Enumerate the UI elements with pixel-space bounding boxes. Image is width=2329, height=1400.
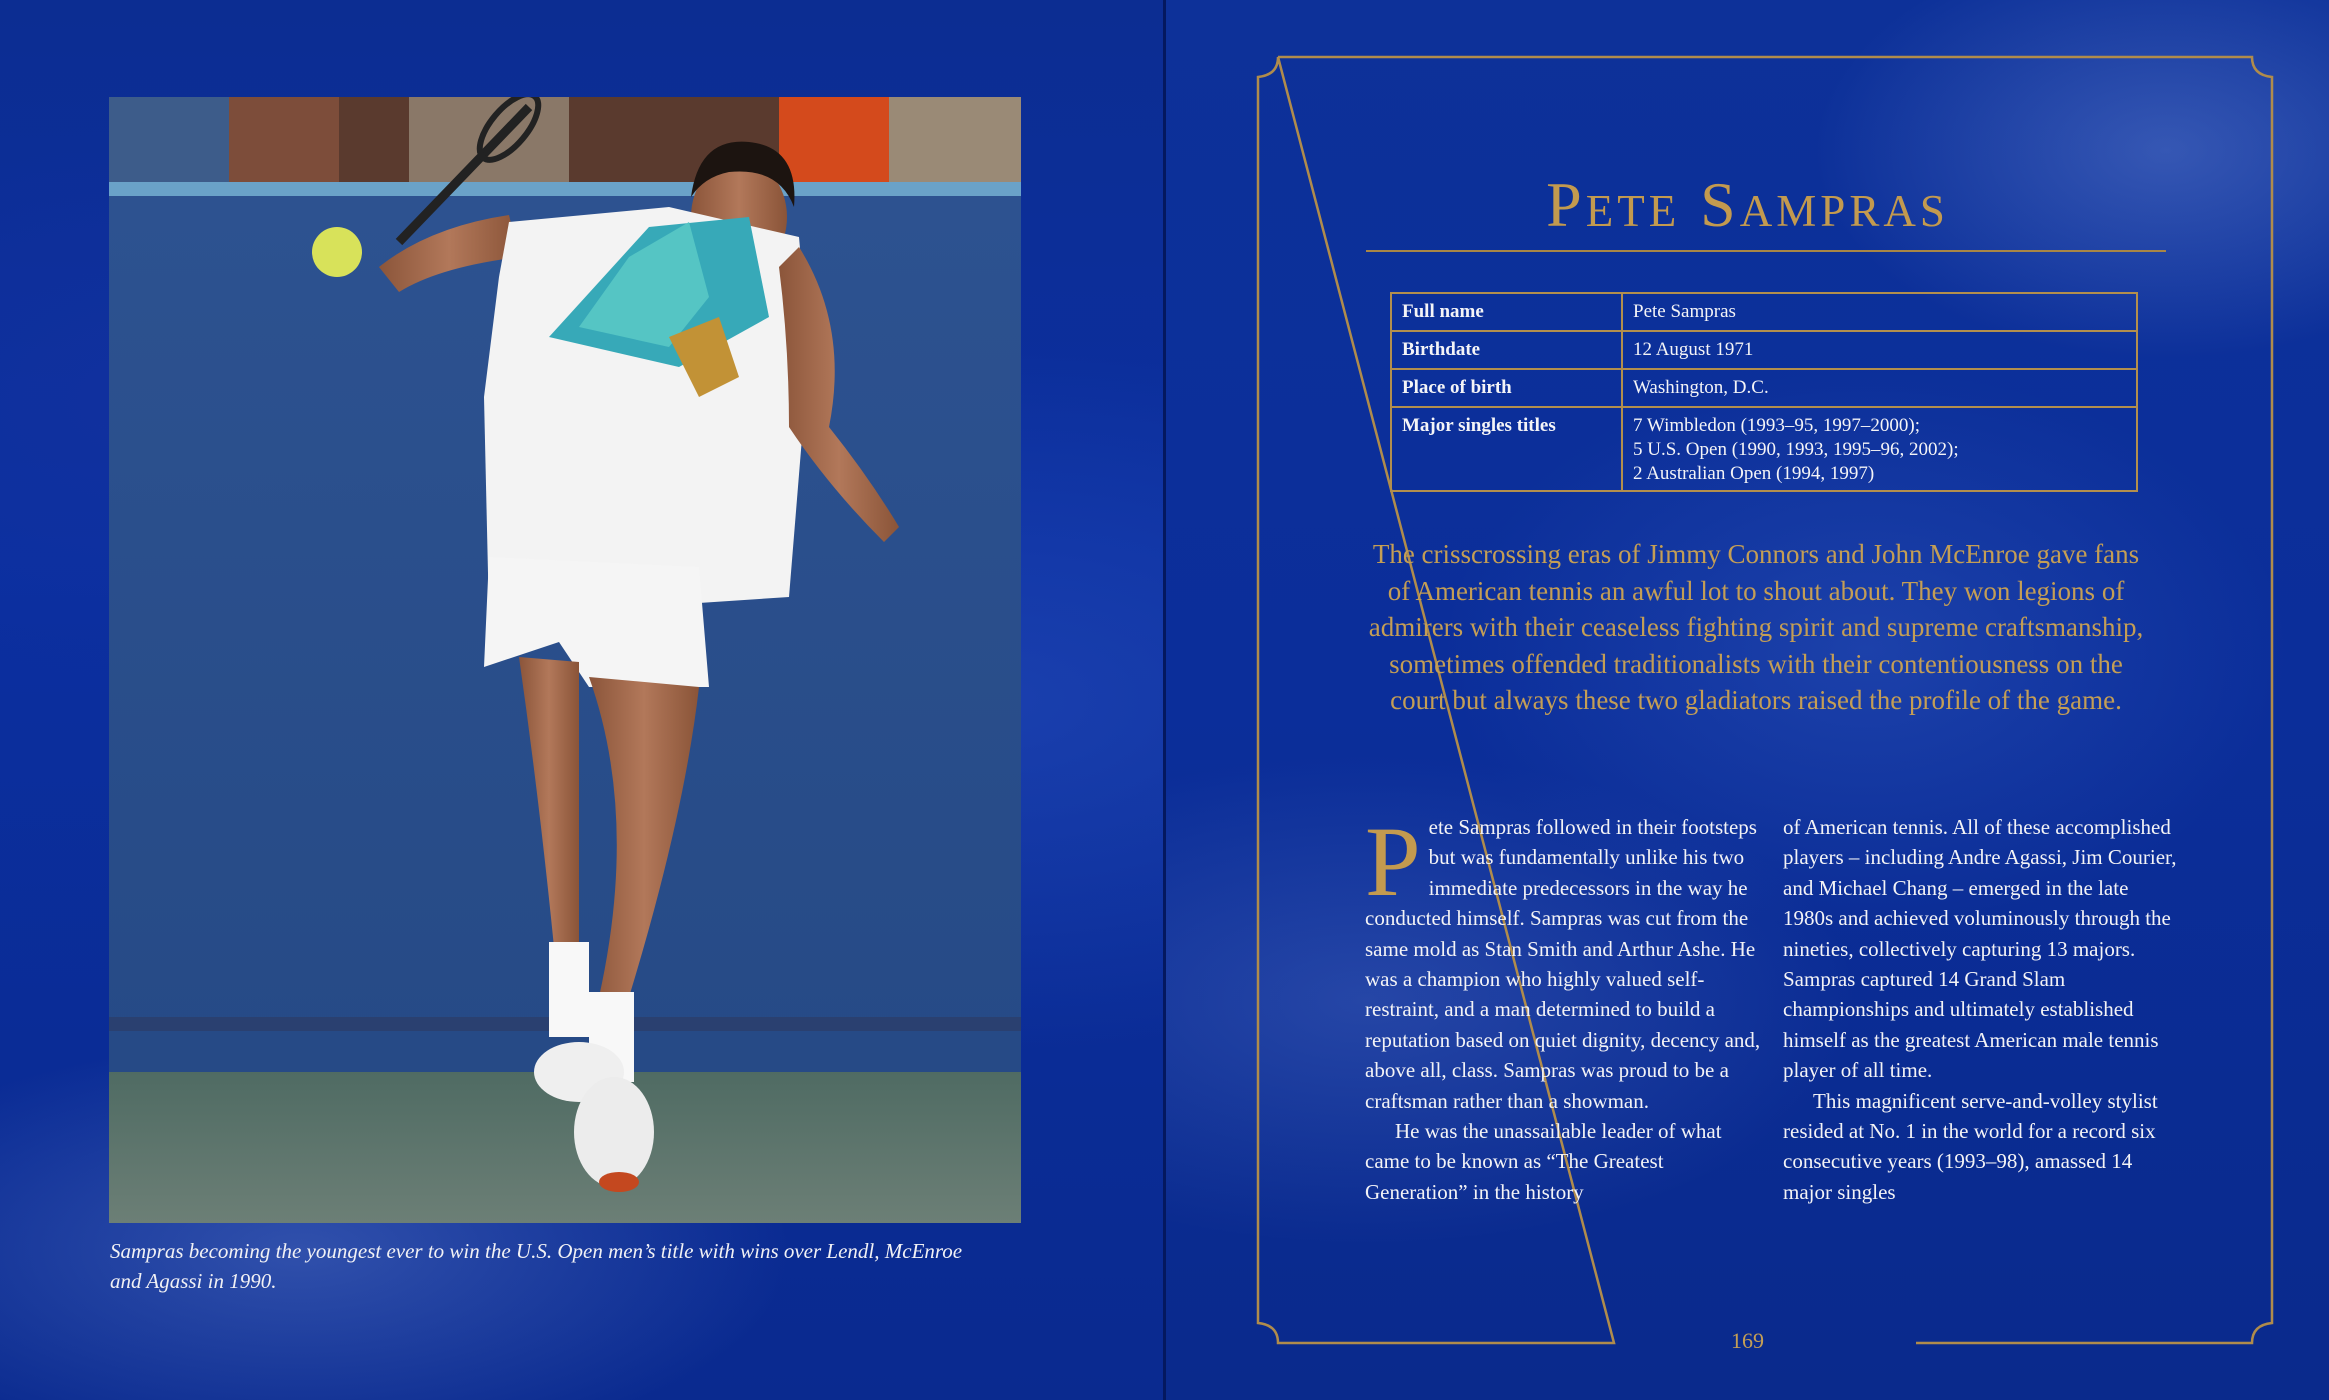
page-title: Pete Sampras — [1546, 169, 1949, 240]
table-row — [1391, 369, 2137, 407]
body-paragraph: of American tennis. All of these accomplished players – including Andre Agassi, Jim Courier, and Michael Chang – emerged in the late 1980s and achieved voluminously through the nineties, collectively capturing 13 majors. Sampras captured 14 Grand Slam championships and ultimately established himself as the greatest American male tennis player of all time. — [1783, 815, 2177, 1083]
facts-table — [1390, 292, 2138, 492]
body-paragraph: This magnificent serve-and-volley stylist resided at No. 1 in the world for a record six consecutive years (1993–98), amassed 14 major singles — [1783, 1088, 2158, 1204]
body-paragraph: He was the unassailable leader of what came to be known as “The Greatest Generation” in the history — [1365, 1119, 1722, 1204]
body-column-2 — [1783, 812, 2183, 1207]
page-number: 169 — [1731, 1328, 1764, 1353]
fact-key: Full name — [1391, 293, 1622, 331]
body-text: ete Sampras followed in their footsteps but was fundamentally unlike his two immediate predecessors in the way he conducted himself. Sampras was cut from the same mold as Stan Smith and Arthur Ashe. He was a champion who highly valued self-restraint, and a man determined to build a reputation based on quiet dignity, decency and, above all, class. Sampras was proud to be a craftsman rather than a showman. — [1365, 815, 1761, 1113]
fact-value: 12 August 1971 — [1622, 331, 2137, 369]
right-page — [1166, 0, 2329, 1400]
player-photo — [109, 97, 1021, 1223]
table-row — [1391, 293, 2137, 331]
drop-cap: P — [1365, 806, 1421, 917]
fact-key: Birthdate — [1391, 331, 1622, 369]
title-rule — [1366, 250, 2166, 252]
fact-value: Pete Sampras — [1622, 293, 2137, 331]
table-row — [1391, 331, 2137, 369]
left-page — [0, 0, 1163, 1400]
body-paragraph — [1365, 806, 1765, 1116]
table-row — [1391, 407, 2137, 491]
photo-caption: Sampras becoming the youngest ever to win the U.S. Open men’s title with wins over Lendl, McEnroe and Agassi in 1990. — [110, 1239, 963, 1293]
body-column-1 — [1365, 806, 1765, 1207]
fact-value: 7 Wimbledon (1993–95, 1997–2000); 5 U.S. Open (1990, 1993, 1995–96, 2002); 2 Australian Open (1994, 1997) — [1622, 407, 2137, 491]
fact-key: Major singles titles — [1391, 407, 1622, 491]
fact-key: Place of birth — [1391, 369, 1622, 407]
fact-value: Washington, D.C. — [1622, 369, 2137, 407]
intro-paragraph: The crisscrossing eras of Jimmy Connors and John McEnroe gave fans of American tennis an awful lot to shout about. They won legions of admirers with their ceaseless fighting spirit and supreme craftsmanship, sometimes offended traditionalists with their contentiousness on the court but always these two gladiators raised the profile of the game. — [1368, 539, 2144, 715]
